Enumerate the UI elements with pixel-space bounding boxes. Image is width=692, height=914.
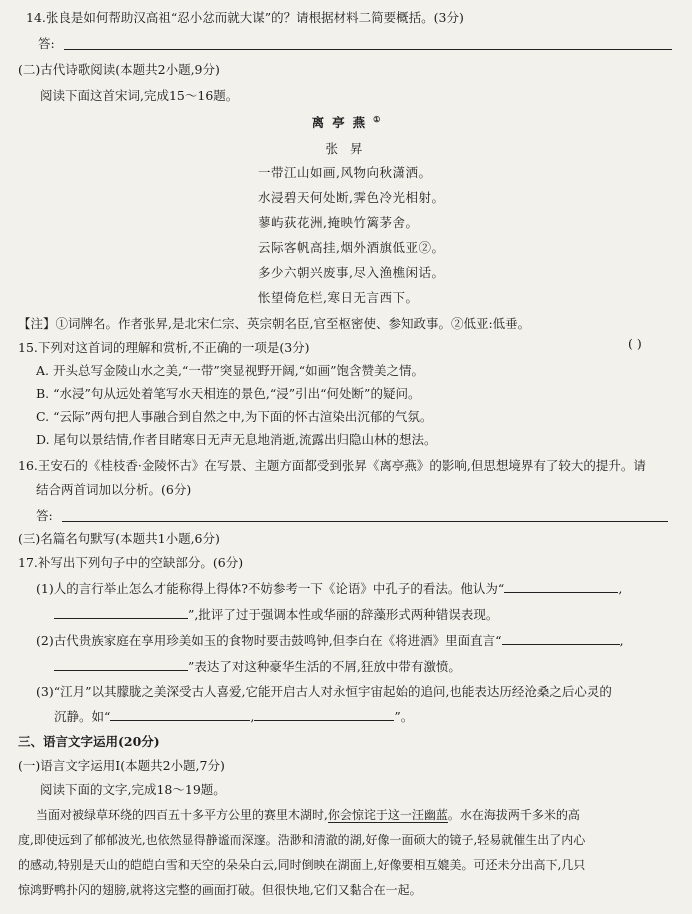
q15-question: 15.下列对这首词的理解和赏析,不正确的一项是(3分) (18, 340, 310, 355)
poem-line: 多少六朝兴废事,尽入渔樵闲话。 (258, 265, 445, 280)
q17-item1-comma: , (618, 581, 623, 596)
passage-line1 (36, 808, 580, 822)
poetry-section-heading: (二)古代诗歌阅读(本题共2小题,9分) (18, 62, 220, 77)
q16-answer-line[interactable] (62, 521, 668, 522)
q15-option-a: A. 开头总写金陵山水之美,“一带”突显视野开阔,“如画”饱含赞美之情。 (36, 363, 424, 378)
poem-line: 蓼屿荻花洲,掩映竹篱茅舍。 (258, 215, 419, 230)
poem-line: 一带江山如画,风物向秋潇洒。 (258, 165, 432, 180)
q17-item2-comma: , (619, 633, 624, 648)
q17-item3-blank-1[interactable] (110, 708, 250, 721)
q17-item3-line2 (54, 708, 413, 724)
q17-item1-line2 (54, 606, 498, 622)
q17-item2-line1 (36, 632, 624, 648)
poetry-instruction: 阅读下面这首宋词,完成15～16题。 (40, 88, 239, 103)
q14-answer-line[interactable] (64, 49, 672, 50)
poem-line: 云际客帆高挂,烟外酒旗低亚②。 (258, 240, 445, 255)
poem-title-block (0, 115, 692, 130)
passage-line1-a: 当面对被绿草环绕的四百五十多平方公里的赛里木湖时, (36, 808, 328, 822)
q16-question-line2: 结合两首词加以分析。(6分) (36, 482, 192, 497)
q15-option-b: B. “水浸”句从远处着笔写水天相连的景色,“浸”引出“何处断”的疑问。 (36, 386, 421, 401)
passage-line3: 的感动,特别是天山的皑皑白雪和天空的朵朵白云,同时倒映在湖面上,好像要相互媲美。可还未分出高下,几只 (18, 858, 586, 872)
q15-option-c: C. “云际”两句把人事融合到自然之中,为下面的怀古渲染出沉郁的气氛。 (36, 409, 433, 424)
q14-question: 14.张良是如何帮助汉高祖“忍小忿而就大谋”的？请根据材料二简要概括。(3分) (26, 10, 464, 25)
q17-item2-blank-2[interactable] (54, 658, 188, 671)
passage-line2: 度,即使远到了郁郁波光,也依然显得静谧而深邃。浩渺和清澈的湖,好像一面硕大的镜子,轻易就催生出了内心 (18, 833, 586, 847)
poem-footnote-mark: ① (373, 114, 381, 124)
poem-line: 怅望倚危栏,寒日无言西下。 (258, 290, 419, 305)
q17-item3-blank-2[interactable] (254, 708, 394, 721)
language-section-heading: 三、语言文字运用(20分) (18, 734, 160, 749)
q17-item1-blank-1[interactable] (504, 580, 618, 593)
q17-item3-text: 沉静。如“ (54, 709, 111, 724)
q15-answer-paren[interactable]: ( ) (628, 336, 642, 351)
language-instruction: 阅读下面的文字,完成18～19题。 (40, 782, 226, 797)
q17-item3-comma: , (250, 709, 255, 724)
q17-item2-blank-1[interactable] (502, 632, 620, 645)
q16-answer-label: 答: (36, 508, 53, 523)
q17-item2-text-2: ”表达了对这种豪华生活的不屑,狂放中带有激愤。 (188, 659, 461, 674)
mingju-section-heading: (三)名篇名句默写(本题共1小题,6分) (18, 531, 220, 546)
passage-underlined-phrase: 你会惊诧于这一汪幽蓝 (327, 808, 448, 822)
q17-question: 17.补写出下列句子中的空缺部分。(6分) (18, 555, 244, 570)
q17-item1-text-2: ”,批评了过于强调本性或华丽的辞藻形式两种错误表现。 (188, 607, 499, 622)
passage-line4: 惊鸿野鸭扑闪的翅膀,就将这完整的画面打破。但很快地,它们又黏合在一起。 (18, 883, 422, 897)
poem-title: 离亭燕 (311, 115, 374, 131)
poem-note: 【注】①词牌名。作者张昇,是北宋仁宗、英宗朝名臣,官至枢密使、参知政事。②低亚:低垂。 (18, 316, 531, 331)
q17-item1-line1 (36, 580, 622, 596)
q17-item3-line1: (3)“江月”以其朦胧之美深受古人喜爱,它能开启古人对永恒宇宙起始的追问,也能表达历经沧桑之后心灵的 (36, 684, 612, 699)
q16-question-line1: 16.王安石的《桂枝香·金陵怀古》在写景、主题方面都受到张昇《离亭燕》的影响,但思想境界有了较大的提升。请 (18, 458, 646, 473)
q14-answer-label: 答: (38, 36, 55, 51)
poem-line: 水浸碧天何处断,霁色冷光相射。 (258, 190, 445, 205)
q17-item2-line2 (54, 658, 461, 674)
poem-author: 张 昇 (325, 141, 367, 156)
language-sub-heading: (一)语言文字运用Ⅰ(本题共2小题,7分) (18, 758, 225, 773)
passage-line1-b: 。水在海拔两千多米的高 (447, 808, 580, 822)
q17-item2-text: (2)古代贵族家庭在享用珍美如玉的食物时要击鼓鸣钟,但李白在《将进酒》里面直言“ (36, 633, 502, 648)
q15-option-d: D. 尾句以景结情,作者目睹寒日无声无息地消逝,流露出归隐山林的想法。 (36, 432, 437, 447)
q17-item3-end: ”。 (394, 709, 414, 724)
q17-item1-blank-2[interactable] (54, 606, 188, 619)
q17-item1-text: (1)人的言行举止怎么才能称得上得体?不妨参考一下《论语》中孔子的看法。他认为“ (36, 581, 505, 596)
